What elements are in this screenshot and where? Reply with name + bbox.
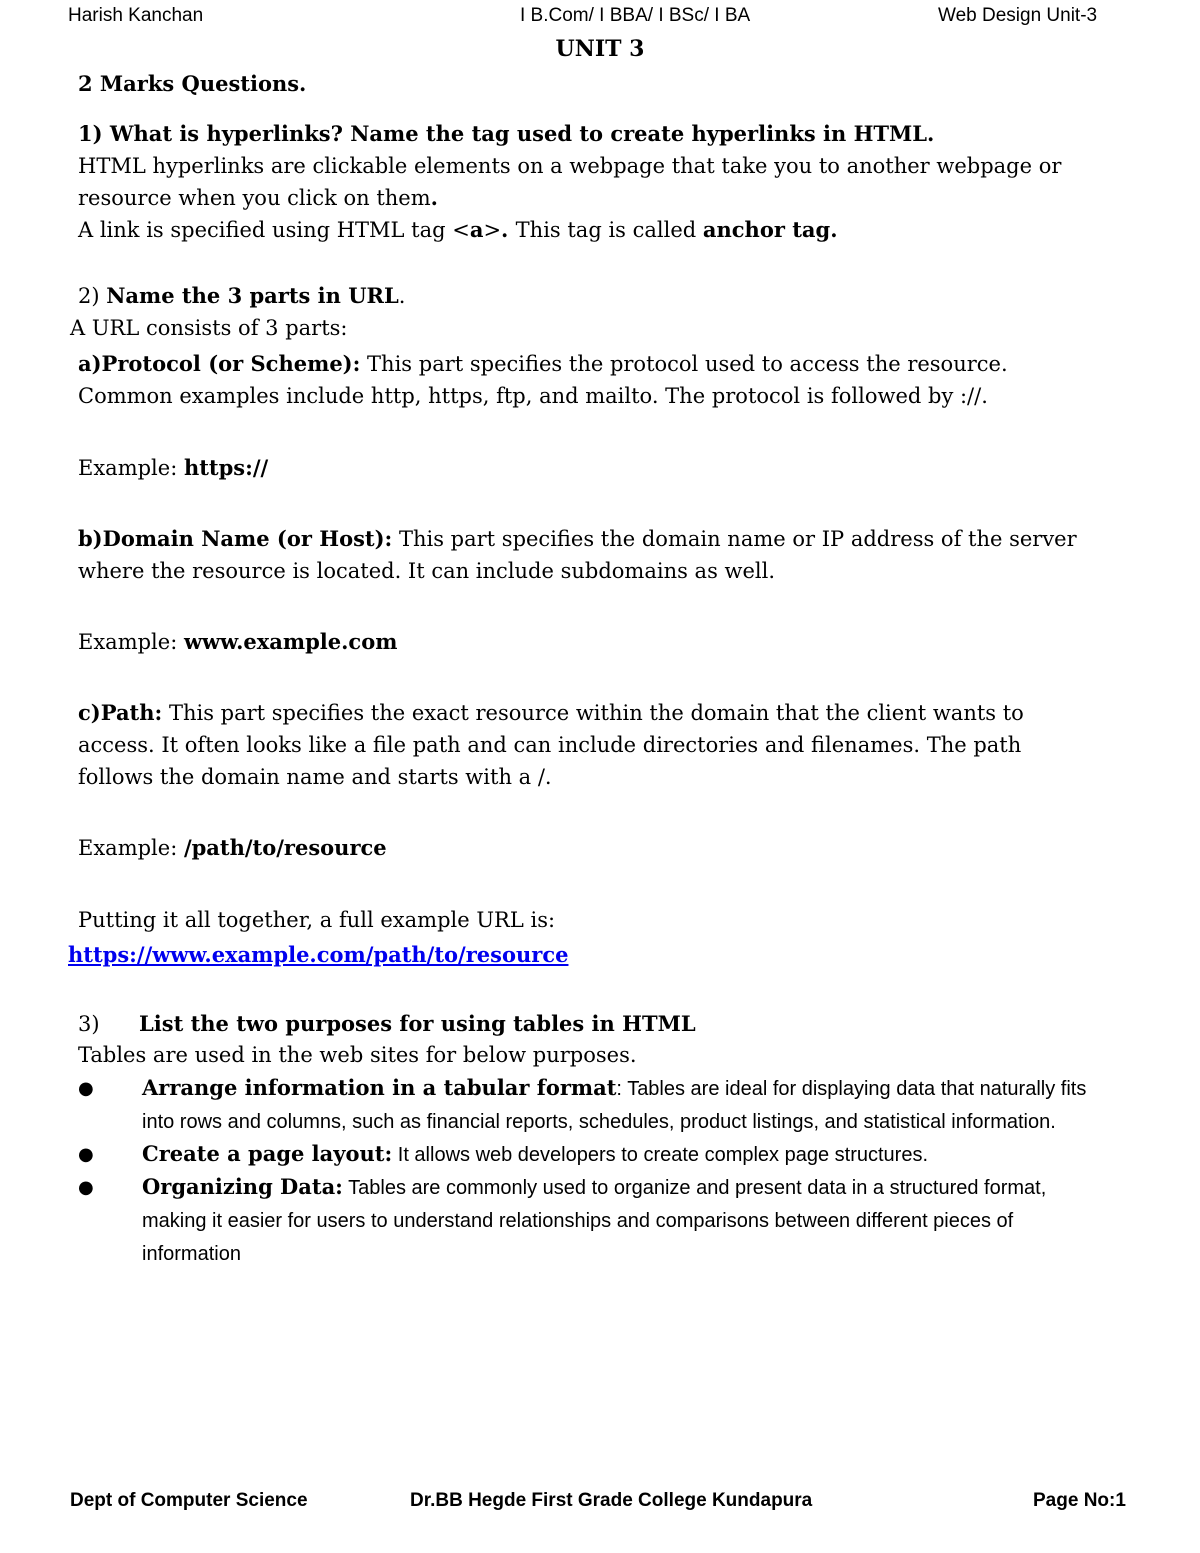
example-label: Example: [78, 630, 184, 654]
footer-page-number: Page No:1 [1033, 1490, 1126, 1511]
bullet-line3: information [142, 1243, 241, 1265]
domain-example [78, 626, 1148, 658]
q1-line3-b: > [483, 218, 502, 242]
anchor-tag-name: a [469, 217, 484, 242]
full-url-link[interactable]: https://www.example.com/path/to/resource [68, 942, 569, 967]
bullet-icon: ● [78, 1144, 94, 1165]
section-title [78, 68, 1148, 100]
bullet-title: Arrange information in a tabular format [142, 1075, 617, 1100]
path-example-value: /path/to/resource [183, 835, 387, 860]
q1-question: 1) What is hyperlinks? Name the tag used to create hyperlinks in HTML. [78, 121, 935, 146]
protocol-line1: This part specifies the protocol used to access the resource. [360, 352, 1008, 376]
protocol-label: a)Protocol (or Scheme): [78, 351, 361, 376]
q1-line3-a: A link is specified using HTML tag < [78, 218, 470, 242]
bullet-title: Organizing Data: [142, 1174, 343, 1199]
q2-question: Name the 3 parts in URL [106, 283, 399, 308]
protocol-example-value: https:// [183, 455, 269, 480]
q1-line1: HTML hyperlinks are clickable elements on a webpage that take you to another webpage or [78, 154, 1062, 178]
q2-heading [78, 280, 1148, 312]
anchor-tag-term: anchor tag. [702, 217, 838, 242]
q2-part-c [78, 697, 1148, 793]
full-url-line [68, 939, 568, 971]
unit-title: UNIT 3 [555, 36, 645, 62]
q2-part-a [78, 348, 1148, 412]
path-line3: follows the domain name and starts with a /. [78, 765, 552, 789]
q3-number: 3) [78, 1012, 100, 1036]
header-author: Harish Kanchan [68, 5, 204, 26]
q2-number: 2) [78, 284, 107, 308]
header-classes: I B.Com/ I BBA/ I BSc/ I BA [520, 5, 751, 26]
bullet-line1: Tables are commonly used to organize and present data in a structured format, [342, 1177, 1047, 1199]
header-subject: Web Design Unit-3 [938, 5, 1098, 26]
q3-heading [78, 1008, 1148, 1040]
q1-line2-end: . [430, 185, 438, 210]
path-label: c)Path: [78, 700, 163, 725]
q2-part-b [78, 523, 1148, 587]
domain-line1: This part specifies the domain name or IP address of the server [392, 527, 1077, 551]
q2-question-end: . [398, 284, 406, 308]
q1-line2: resource when you click on them [78, 186, 431, 210]
q2-intro: A URL consists of 3 parts: [70, 316, 348, 340]
q3-intro: Tables are used in the web sites for below purposes. [78, 1043, 637, 1067]
q1-block [78, 118, 1148, 246]
q1-line3-c: . [501, 217, 516, 242]
q1-line3-d: This tag is called [515, 218, 703, 242]
protocol-example [78, 452, 1148, 484]
path-line2: access. It often looks like a file path and can include directories and filenames. The path [78, 733, 1022, 757]
bullet-icon: ● [78, 1078, 94, 1099]
footer-department: Dept of Computer Science [70, 1490, 308, 1511]
path-example [78, 832, 1148, 864]
section-title-text: 2 Marks Questions. [78, 71, 307, 96]
bullet-line2: making it easier for users to understand relationships and comparisons between different pieces of [142, 1210, 1014, 1232]
bullet-line1: Tables are ideal for displaying data that naturally fits [627, 1078, 1087, 1100]
domain-line2: where the resource is located. It can include subdomains as well. [78, 559, 776, 583]
bullet-line2: into rows and columns, such as financial reports, schedules, product listings, and statistical information. [142, 1111, 1056, 1133]
q3-question: List the two purposes for using tables in HTML [139, 1011, 696, 1036]
protocol-line2: Common examples include http, https, ftp, and mailto. The protocol is followed by ://. [78, 384, 988, 408]
footer-college: Dr.BB Hegde First Grade College Kundapura [410, 1490, 813, 1511]
example-label: Example: [78, 836, 184, 860]
bullet-sep: : [616, 1078, 628, 1100]
bullet-title: Create a page layout: [142, 1141, 393, 1166]
example-label: Example: [78, 456, 184, 480]
bullet-icon: ● [78, 1177, 94, 1198]
url-together: Putting it all together, a full example URL is: [78, 908, 556, 932]
domain-label: b)Domain Name (or Host): [78, 526, 393, 551]
path-line1: This part specifies the exact resource within the domain that the client wants to [162, 701, 1024, 725]
bullet-line1: It allows web developers to create complex page structures. [392, 1144, 929, 1166]
domain-example-value: www.example.com [183, 629, 398, 654]
